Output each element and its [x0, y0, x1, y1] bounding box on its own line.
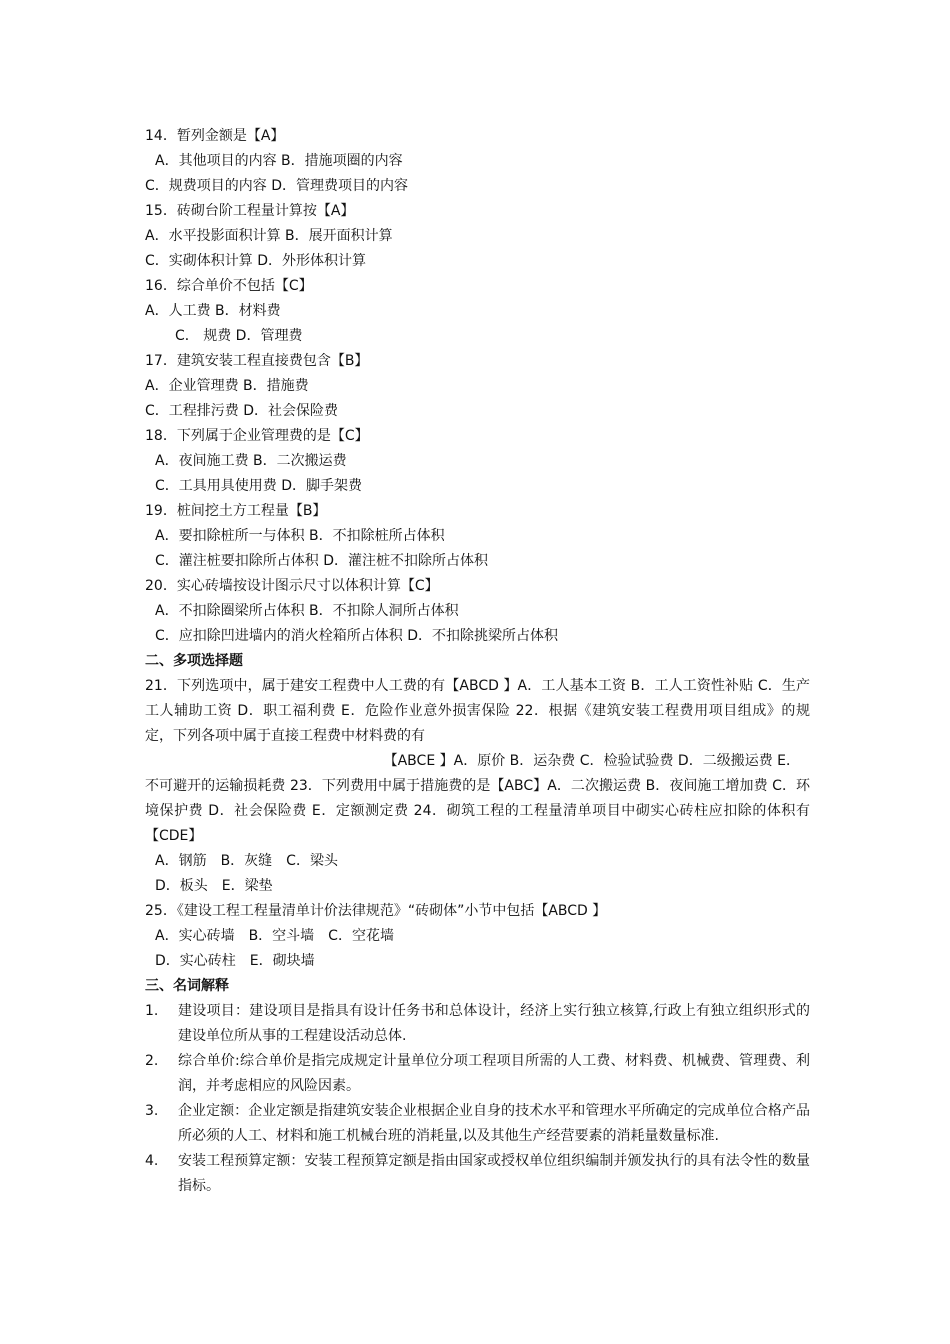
- question-25: 25．《建设工程工程量清单计价法律规范》“砖砌体”小节中包括【ABCD 】: [145, 903, 607, 919]
- question-19: 19．桩间挖土方工程量【B】: [145, 503, 327, 519]
- question-24-options-2: D．板头 E．梁垫: [155, 878, 273, 894]
- question-15: 15．砖砌台阶工程量计算按【A】: [145, 203, 355, 219]
- question-25-options-2: D．实心砖柱 E．砌块墙: [155, 953, 315, 969]
- definition-item: [145, 1049, 810, 1099]
- question-16-options-2: C． 规费 D．管理费: [175, 328, 303, 344]
- question-17: 17．建筑安装工程直接费包含【B】: [145, 353, 369, 369]
- question-18: 18．下列属于企业管理费的是【C】: [145, 428, 369, 444]
- multi-choice-paragraph-2: 不可避开的运输损耗费 23．下列费用中属于措施费的是【ABC】A．二次搬运费 B．夜间施工增加费 C．环境保护费 D．社会保险费 E．定额测定费 24．砌筑工程的工程量清单项目中砌实心砖柱应扣除的体积有【CDE】: [145, 778, 810, 844]
- multi-choice-paragraph-1: 21．下列选项中，属于建安工程费中人工费的有【ABCD 】A．工人基本工资 B．工人工资性补贴 C．生产工人辅助工资 D．职工福利费 E．危险作业意外损害保险 22．根据《建筑安装工程费用项目组成》的规定，下列各项中属于直接工程费中材料费的有: [145, 678, 810, 744]
- question-14-options-2: C．规费项目的内容 D．管理费项目的内容: [145, 178, 409, 194]
- question-18-options-2: C．工具用具使用费 D．脚手架费: [155, 478, 363, 494]
- definition-number: 3.: [145, 1103, 159, 1119]
- question-24-options-1: A．钢筋 B．灰缝 C．梁头: [155, 853, 338, 869]
- section-heading-definitions: 三、名词解释: [145, 978, 229, 994]
- question-19-options-2: C．灌注桩要扣除所占体积 D．灌注桩不扣除所占体积: [155, 553, 489, 569]
- definition-text: 企业定额：企业定额是指建筑安装企业根据企业自身的技术水平和管理水平所确定的完成单位合格产品所必须的人工、材料和施工机械台班的消耗量,以及其他生产经营要素的消耗量数量标准.: [178, 1103, 810, 1144]
- definition-text: 综合单价:综合单价是指完成规定计量单位分项工程项目所需的人工费、材料费、机械费、管理费、利润，并考虑相应的风险因素。: [178, 1053, 810, 1094]
- document-body: [145, 124, 810, 1199]
- question-17-options-2: C．工程排污费 D．社会保险费: [145, 403, 339, 419]
- question-18-options-1: A．夜间施工费 B．二次搬运费: [155, 453, 347, 469]
- definition-item: [145, 1099, 810, 1149]
- definition-item: [145, 1149, 810, 1199]
- question-16: 16．综合单价不包括【C】: [145, 278, 313, 294]
- question-16-options-1: A．人工费 B．材料费: [145, 303, 281, 319]
- multi-choice-right-aligned-line: 【ABCE 】A．原价 B．运杂费 C．检验试验费 D．二级搬运费 E．: [383, 753, 800, 769]
- question-20-options-2: C．应扣除凹进墙内的消火栓箱所占体积 D．不扣除挑梁所占体积: [155, 628, 559, 644]
- question-19-options-1: A．要扣除桩所一与体积 B．不扣除桩所占体积: [155, 528, 445, 544]
- definition-text: 安装工程预算定额：安装工程预算定额是指由国家或授权单位组织编制并颁发执行的具有法令性的数量指标。: [178, 1153, 810, 1194]
- question-15-options-2: C．实砌体积计算 D．外形体积计算: [145, 253, 367, 269]
- question-14-options-1: A．其他项目的内容 B．措施项圈的内容: [155, 153, 403, 169]
- definition-text: 建设项目：建设项目是指具有设计任务书和总体设计，经济上实行独立核算,行政上有独立组织形式的建设单位所从事的工程建设活动总体.: [178, 1003, 810, 1044]
- question-20: 20．实心砖墙按设计图示尺寸以体积计算【C】: [145, 578, 439, 594]
- definition-number: 2.: [145, 1053, 159, 1069]
- question-17-options-1: A．企业管理费 B．措施费: [145, 378, 309, 394]
- definition-number: 1.: [145, 1003, 159, 1019]
- question-14: 14．暂列金额是【A】: [145, 128, 285, 144]
- question-25-options-1: A．实心砖墙 B．空斗墙 C．空花墙: [155, 928, 394, 944]
- question-20-options-1: A．不扣除圈梁所占体积 B．不扣除人洞所占体积: [155, 603, 459, 619]
- definition-item: [145, 999, 810, 1049]
- question-15-options-1: A．水平投影面积计算 B．展开面积计算: [145, 228, 393, 244]
- definition-number: 4.: [145, 1153, 159, 1169]
- section-heading-multiple-choice: 二、多项选择题: [145, 653, 243, 669]
